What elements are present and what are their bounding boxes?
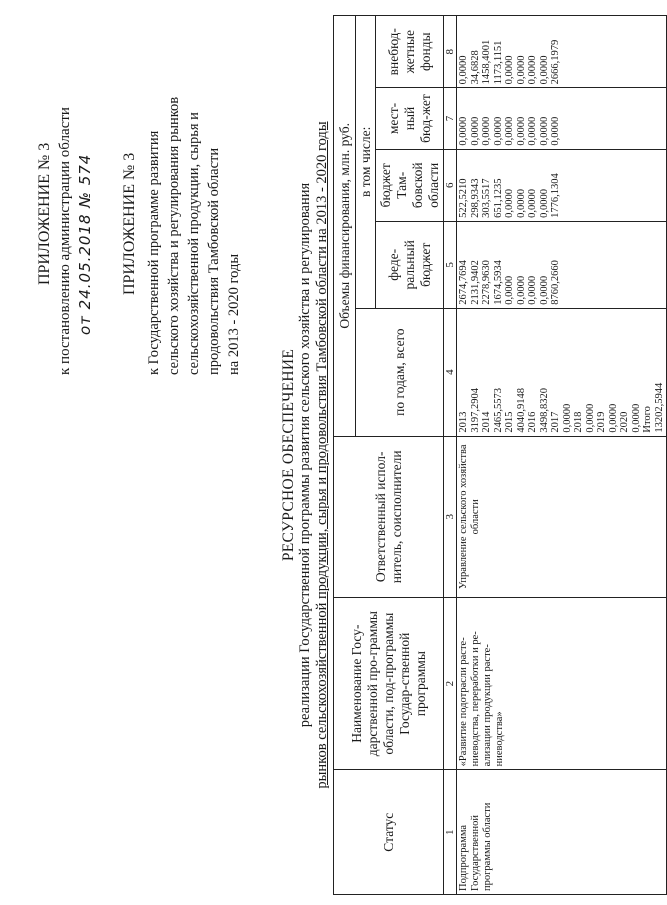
appendix-header bbox=[120, 35, 244, 375]
header-regional: бюджет Там-бовской области bbox=[376, 149, 444, 221]
year-total-line: 2019 0,0000 bbox=[596, 403, 619, 433]
column-number: 8 bbox=[444, 16, 457, 88]
header-financing: Объемы финансирования, млн. руб. bbox=[334, 16, 356, 437]
year-total-line: 2020 0,0000 bbox=[619, 403, 642, 433]
row-name: «Развитие подотрасли расте-ниеводства, переработки и ре-ализации продукции расте-ниеводства» bbox=[457, 597, 667, 769]
column-number: 3 bbox=[444, 436, 457, 597]
appendix2-line: на 2013 - 2020 годы bbox=[226, 253, 242, 375]
handwritten-date: от 24.05.2018 № 574 bbox=[76, 153, 94, 335]
year-total-line: 2017 0,0000 bbox=[550, 403, 573, 433]
decree-header bbox=[35, 35, 95, 375]
year-total-line: 2015 4040,9148 bbox=[504, 388, 527, 433]
title-line-2: рынков сельскохозяйственной продукции, сырья и продовольствия Тамбовской области на 2013 - 2020 годы bbox=[314, 121, 330, 789]
header-name: Наименование Госу-дарственной про-граммы области, под-программы Государ-ственной программы bbox=[334, 597, 444, 769]
column-number: 7 bbox=[444, 88, 457, 149]
column-number: 5 bbox=[444, 221, 457, 308]
year-total-line: 2014 2465,5573 bbox=[481, 388, 504, 433]
header-including: в том числе: bbox=[356, 16, 376, 309]
appendix2-title: ПРИЛОЖЕНИЕ № 3 bbox=[121, 152, 138, 295]
rotated-content bbox=[15, 15, 665, 895]
header-executor: Ответственный испол-нитель, соисполнители bbox=[334, 436, 444, 597]
appendix2-line: сельскохозяйственной продукции, сырья и bbox=[186, 112, 202, 375]
year-total-line: 2016 3498,8320 bbox=[527, 388, 550, 433]
table-row bbox=[457, 16, 667, 895]
column-number: 4 bbox=[444, 308, 457, 436]
col-total bbox=[457, 308, 667, 436]
col-local: 0,0000 0,0000 0,0000 0,0000 0,0000 0,0000 0,0000 0,0000 0,0000 bbox=[457, 88, 667, 149]
col-extra: 0,0000 34,6828 1458,4001 1173,1151 0,0000 0,0000 0,0000 0,0000 2666,1979 bbox=[457, 16, 667, 88]
row-executor: Управление сельского хозяйства области bbox=[457, 436, 667, 597]
header-status: Статус bbox=[334, 770, 444, 895]
column-number: 2 bbox=[444, 597, 457, 769]
year-total-line: 2018 0,0000 bbox=[573, 403, 596, 433]
document-title bbox=[280, 15, 331, 895]
column-number: 6 bbox=[444, 149, 457, 221]
col-federal: 2674,7694 2131,9402 2278,9630 1674,5934 0,0000 0,0000 0,0000 0,0000 8760,2660 bbox=[457, 221, 667, 308]
column-number-row bbox=[444, 16, 457, 895]
year-total-line: 2013 3197,2904 bbox=[458, 388, 481, 433]
appendix-title: ПРИЛОЖЕНИЕ № 3 bbox=[36, 142, 53, 285]
appendix2-line: к Государственной программе развития bbox=[146, 130, 162, 375]
resource-table bbox=[333, 15, 667, 895]
appendix2-line: сельского хозяйства и регулирования рынков bbox=[166, 96, 182, 375]
row-status: Подпрограмма Государственной программы области bbox=[457, 770, 667, 895]
appendix2-line: продовольствия Тамбовской области bbox=[206, 147, 222, 375]
header-local: мест-ный бюд-жет bbox=[376, 88, 444, 149]
header-extra: внебюд-жетные фонды bbox=[376, 16, 444, 88]
col-regional: 522,5210 298,9343 303,5517 651,1235 0,0000 0,0000 0,0000 0,0000 1776,1304 bbox=[457, 149, 667, 221]
column-number: 1 bbox=[444, 770, 457, 895]
year-total-line: Итого 13202,5944 bbox=[642, 382, 665, 433]
header-federal: феде-ральный бюджет bbox=[376, 221, 444, 308]
title-main: РЕСУРСНОЕ ОБЕСПЕЧЕНИЕ bbox=[280, 348, 297, 562]
decree-line: к постановлению администрации области bbox=[57, 107, 73, 375]
title-line-1: реализации Государственной программы развития сельского хозяйства и регулирования bbox=[297, 182, 313, 728]
header-by-years: по годам, всего bbox=[356, 308, 444, 436]
